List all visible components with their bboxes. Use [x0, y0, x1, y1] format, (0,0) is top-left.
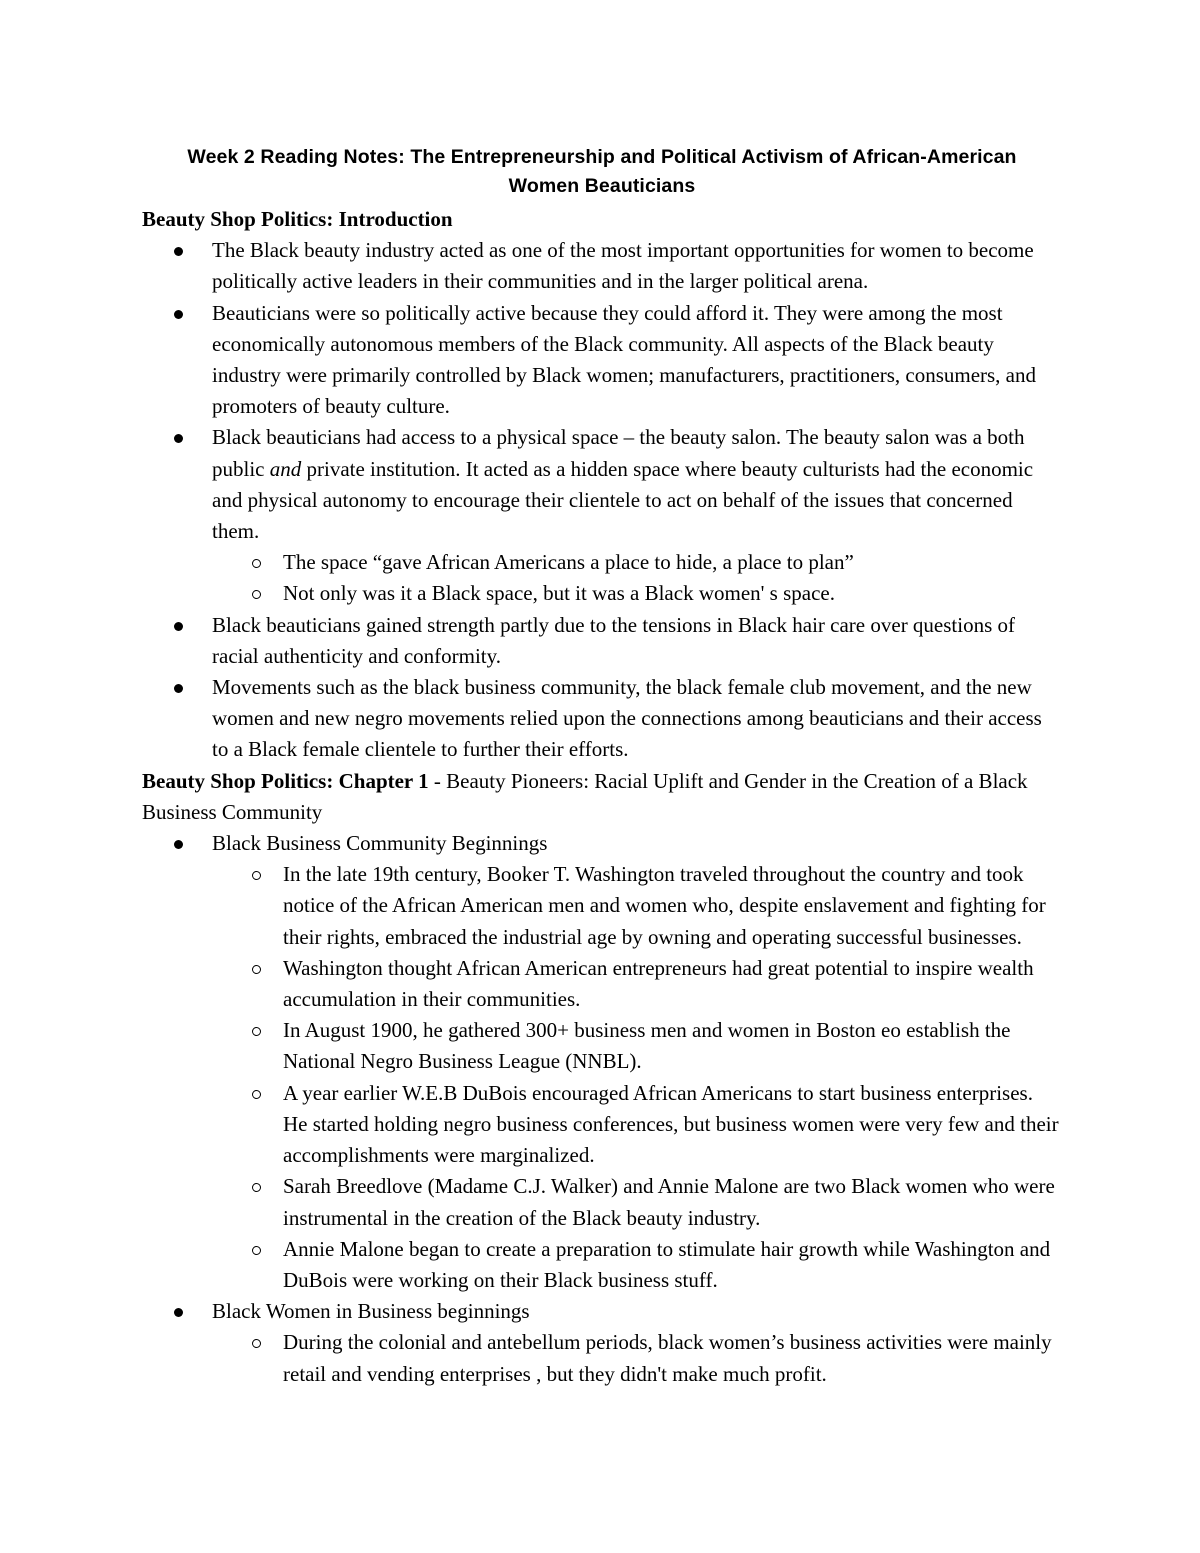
sub-list-item-text: The space “gave African Americans a place to hide, a place to plan”	[283, 550, 854, 575]
list-item	[142, 672, 1062, 766]
sub-list	[212, 547, 1062, 609]
italic-emphasis: and	[269, 456, 302, 481]
list-item-text: Beauticians were so politically active because they could afford it. They were among the most economically autonomous members of the Black community. All aspects of the Black beauty industry were primarily controlled by Black women; manufacturers, practitioners, consumers, and promoters of beauty culture.	[212, 300, 1037, 419]
list-item-text	[212, 422, 1062, 547]
sub-list-item	[212, 1171, 1062, 1233]
section-heading	[142, 766, 1062, 828]
list-item-text: Black Women in Business beginnings	[212, 1299, 530, 1324]
sub-list-item	[212, 1078, 1062, 1172]
list-item	[142, 828, 1062, 1296]
hollow-bullet-icon	[252, 1027, 261, 1036]
sub-list-item-text: Washington thought African American entrepreneurs had great potential to inspire wealth accumulation in their communities.	[283, 955, 1034, 1012]
hollow-bullet-icon	[252, 1183, 261, 1192]
sub-list-item-text: In the late 19th century, Booker T. Washington traveled throughout the country and took notice of the African American men and women who, despite enslavement and fighting for their rights, embraced the industrial age by owning and operating successful businesses.	[283, 862, 1046, 949]
section-heading	[142, 204, 1062, 235]
document-title	[130, 143, 1074, 201]
bullet-icon	[174, 622, 183, 631]
sub-list-item	[212, 1234, 1062, 1296]
section-introduction	[142, 204, 1062, 766]
list-item	[142, 1296, 1062, 1390]
sub-list	[212, 859, 1062, 1296]
list-item-text: Black beauticians gained strength partly due to the tensions in Black hair care over questions of racial authenticity and conformity.	[212, 612, 1016, 668]
sub-list-item-text: During the colonial and antebellum periods, black women’s business activities were mainly retail and vending enterprises , but they didn't make much profit.	[283, 1330, 1052, 1386]
sub-list-item-text: Annie Malone began to create a preparation to stimulate hair growth while Washington and DuBois were working on their Black business stuff.	[283, 1236, 1051, 1292]
bullet-icon	[174, 247, 183, 256]
list-item	[142, 235, 1062, 297]
sub-list	[212, 1327, 1062, 1389]
hollow-bullet-icon	[252, 1339, 261, 1348]
hollow-bullet-icon	[252, 559, 261, 568]
bullet-icon	[174, 310, 183, 319]
list-item-text: Black Business Community Beginnings	[212, 831, 548, 856]
sub-list-item	[212, 1327, 1062, 1389]
hollow-bullet-icon	[252, 871, 261, 880]
bullet-icon	[174, 684, 183, 693]
list-item-text: The Black beauty industry acted as one of the most important opportunities for women to become politically active leaders in their communities and in the larger political arena.	[212, 238, 1034, 294]
list-item-text-part: Black beauticians had access to a physical space – the beauty salon. The beauty salon was a both public	[212, 425, 1025, 481]
bullet-list	[142, 828, 1062, 1390]
sub-list-item-text: Not only was it a Black space, but it was a Black women' s space.	[283, 581, 835, 606]
bullet-icon	[174, 840, 183, 849]
list-item-text-part: private institution. It acted as a hidden space where beauty culturists had the economic and physical autonomy to encourage their clientele to act on behalf of the issues that concerned them.	[212, 456, 1034, 544]
hollow-bullet-icon	[252, 965, 261, 974]
sub-list-item	[212, 953, 1062, 1015]
section-heading-bold: Beauty Shop Politics: Chapter 1	[142, 768, 429, 793]
sub-list-item-text: A year earlier W.E.B DuBois encouraged African Americans to start business enterprises. He started holding negro business conferences, but business women were very few and their accomplishments were marginalized.	[283, 1080, 1059, 1168]
sub-list-item-text: Sarah Breedlove (Madame C.J. Walker) and Annie Malone are two Black women who were instrumental in the creation of the Black beauty industry.	[283, 1174, 1055, 1230]
bullet-icon	[174, 434, 183, 443]
hollow-bullet-icon	[252, 1246, 261, 1255]
hollow-bullet-icon	[252, 590, 261, 599]
section-heading-subtitle: - Beauty Pioneers: Racial Uplift and Gender in the Creation of a Black Business Community	[142, 768, 1028, 824]
section-chapter-1	[142, 766, 1062, 1390]
list-item	[142, 610, 1062, 672]
document-body	[142, 143, 1062, 1390]
sub-list-item	[212, 578, 1062, 609]
hollow-bullet-icon	[252, 1090, 261, 1099]
bullet-icon	[174, 1308, 183, 1317]
sub-list-item	[212, 547, 1062, 578]
document-title-line-1: Week 2 Reading Notes: The Entrepreneurship and Political Activism of African-American	[187, 146, 1017, 168]
sub-list-item	[212, 1015, 1062, 1077]
section-heading-bold: Beauty Shop Politics: Introduction	[142, 207, 453, 231]
bullet-list	[142, 235, 1062, 765]
list-item	[142, 422, 1062, 609]
sub-list-item-text: In August 1900, he gathered 300+ business men and women in Boston eo establish the National Negro Business League (NNBL).	[283, 1018, 1011, 1074]
list-item-text: Movements such as the black business community, the black female club movement, and the new women and new negro movements relied upon the connections among beauticians and their access to a Black female clientele to further their efforts.	[212, 675, 1042, 762]
list-item	[142, 298, 1062, 423]
document-title-line-2: Women Beauticians	[508, 175, 696, 197]
sub-list-item	[212, 859, 1062, 953]
